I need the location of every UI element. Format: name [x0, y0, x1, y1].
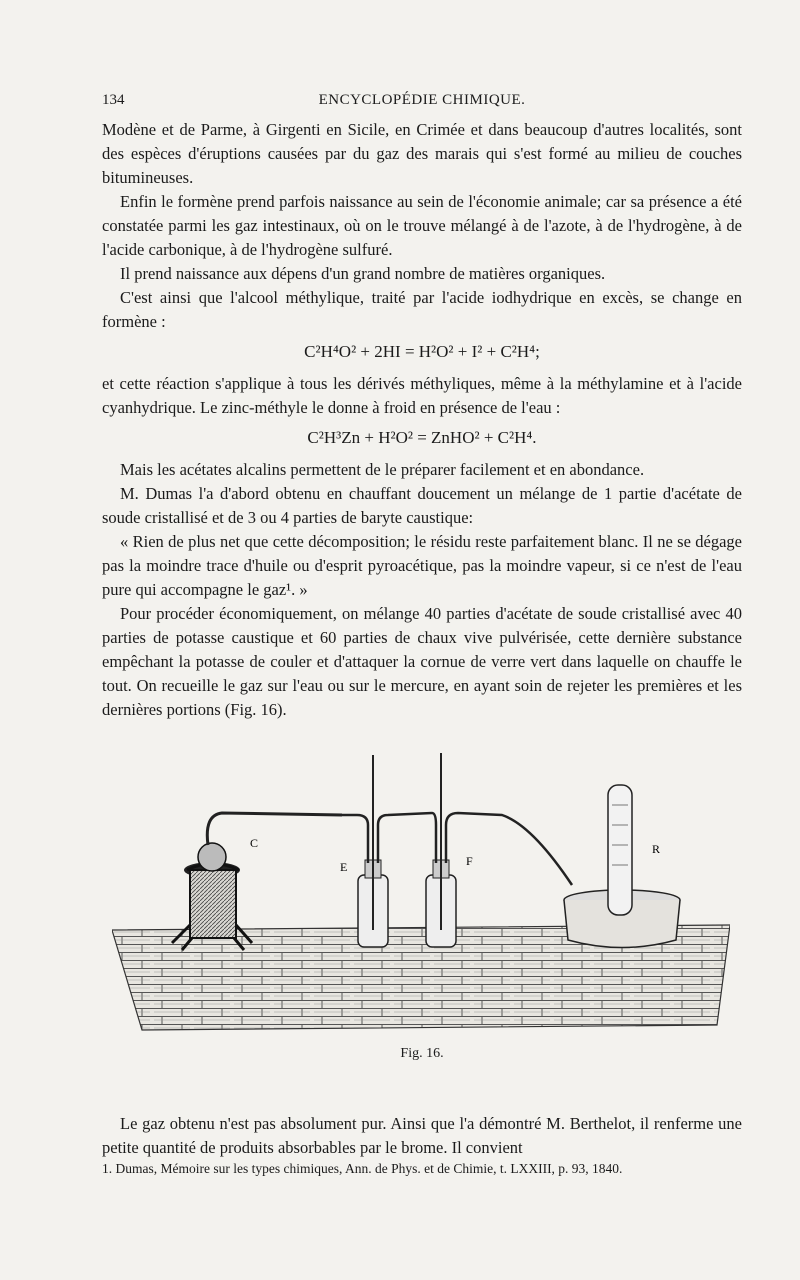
paragraph: C'est ainsi que l'alcool méthylique, traité par l'acide iodhydrique en excès, se change en formène : — [102, 288, 742, 331]
footnote: 1. Dumas, Mémoire sur les types chimiques, Ann. de Phys. et de Chimie, t. LXXIII, p. 93, 1840. — [102, 1161, 623, 1176]
paragraph: Le gaz obtenu n'est pas absolument pur. Ainsi que l'a démontré M. Berthelot, il renferme une petite quantité de produits absorbables par le brome. Il convient — [102, 1113, 742, 1157]
paragraph: M. Dumas l'a d'abord obtenu en chauffant doucement un mélange de 1 partie d'acétate de soude cristallisé et de 3 ou 4 parties de baryte caustique: — [102, 484, 742, 527]
paragraph: Mais les acétates alcalins permettent de le préparer facilement et en abondance. — [120, 460, 645, 479]
wash-bottle-e — [342, 755, 432, 947]
quotation: « Rien de plus net que cette décomposition; le résidu reste parfaitement blanc. Il ne se dégage pas la moindre trace d'huile ou d'esprit pyroacétique, pas la moindre vapeur, si ce n'est de l'eau pure qui accompagne le gaz¹. » — [102, 532, 742, 599]
figure-caption: Fig. 16. — [400, 1046, 444, 1061]
paragraph: et cette réaction s'applique à tous les dérivés méthyliques, même à la méthylamine et à l'acide cyanhydrique. Le zinc-méthyle le donne à froid en présence de l'eau : — [102, 374, 742, 417]
figure-illustration — [112, 745, 730, 1045]
apparatus-engraving — [112, 745, 730, 1045]
paragraph: Pour procéder économiquement, on mélange 40 parties d'acétate de soude cristallisé avec 40 parties de potasse caustique et 60 parties de chaux vive pulvérisée, cette dernière substance empêchant la potasse de couler et d'attaquer la cornue de verre vert dans laquelle on chauffe le tout. On recueille le gaz sur l'eau ou sur le mercure, en ayant soin de rejeter les premières et les dernières portions (Fig. 16). — [102, 604, 742, 719]
paragraph: Il prend naissance aux dépens d'un grand nombre de matières organiques. — [120, 264, 606, 283]
pneumatic-trough — [564, 785, 680, 948]
wash-bottle-f — [426, 753, 572, 947]
running-title: ENCYCLOPÉDIE CHIMIQUE. — [318, 92, 526, 108]
paragraph: Enfin le formène prend parfois naissance au sein de l'économie animale; car sa présence a été constatée parmi les gaz intestinaux, où on le trouve mélangé à de l'azote, à de l'hydrogène, à de l'acide carbonique, à de l'hydrogène sulfuré. — [102, 192, 742, 259]
label-r: R — [652, 842, 661, 856]
label-e: E — [340, 860, 348, 874]
main-text — [102, 118, 742, 722]
page-number: 134 — [102, 92, 125, 108]
formula: C²H⁴O² + 2HI = H²O² + I² + C²H⁴; — [304, 342, 540, 361]
formula: C²H³Zn + H²O² = ZnHO² + C²H⁴. — [307, 428, 537, 447]
page-header — [102, 92, 742, 114]
label-c: C — [250, 836, 259, 850]
paragraph: Modène et de Parme, à Girgenti en Sicile, en Crimée et dans beaucoup d'autres localités, sont des espèces d'éruptions causées par du gaz des marais qui s'est formé au milieu de couches bitumineuses. — [102, 120, 742, 187]
label-f: F — [466, 854, 473, 868]
